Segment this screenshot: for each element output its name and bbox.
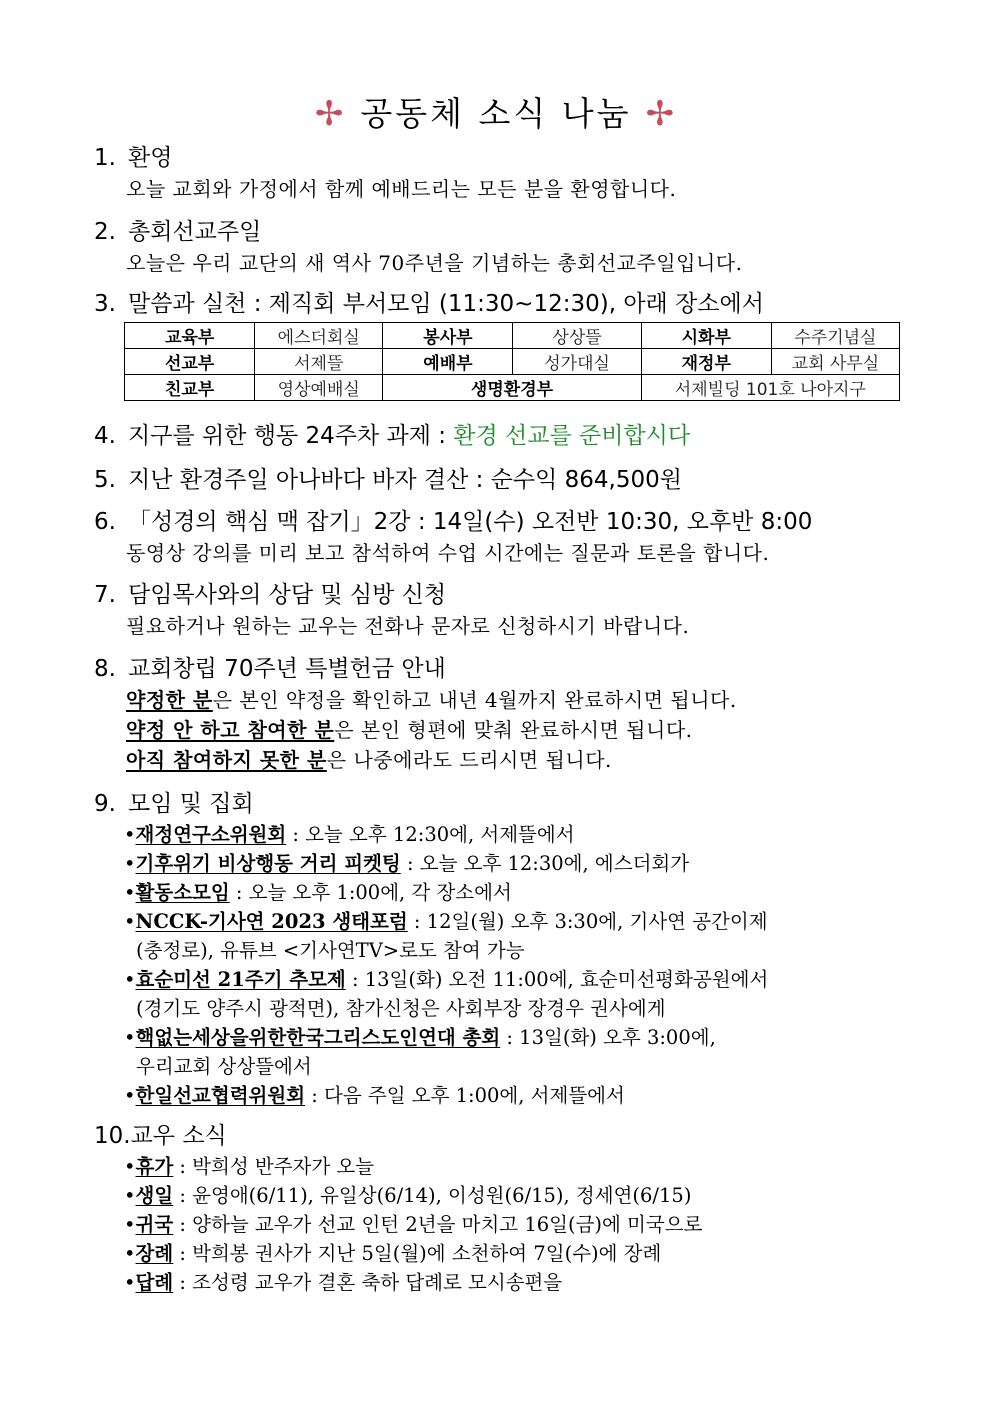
list-item: •재정연구소위원회 : 오늘 오후 12:30에, 서제뜰에서 [124, 823, 575, 846]
table-cell: 성가대실 [513, 349, 641, 375]
list-item: •핵없는세상을위한한국그리스도인연대 총회 : 13일(화) 오후 3:00에, [124, 1026, 716, 1049]
list-item: •한일선교협력위원회 : 다음 주일 오후 1:00에, 서제뜰에서 [124, 1084, 625, 1107]
section-counseling [94, 579, 914, 641]
section-heading: 2. 총회선교주일 [94, 219, 262, 245]
page-title-text: 공동체 소식 나눔 [360, 94, 632, 133]
list-item: •휴가 : 박희성 반주자가 오늘 [124, 1155, 375, 1178]
section-member-news [94, 1120, 914, 1297]
table-cell: 교회 사무실 [771, 349, 899, 375]
list-item: •효순미선 21주기 추모제 : 13일(화) 오전 11:00에, 효순미선평화공원에서 [124, 968, 769, 991]
table-cell: 선교부 [125, 349, 255, 375]
table-cell: 친교부 [125, 375, 255, 401]
list-item: •활동소모임 : 오늘 오후 1:00에, 각 장소에서 [124, 881, 512, 904]
section-earth-action [94, 420, 914, 452]
section-heading: 5. 지난 환경주일 아나바다 바자 결산 : 순수익 864,500원 [94, 467, 682, 493]
cross-icon: ✢ [314, 94, 347, 134]
section-anniversary-offering [94, 653, 914, 775]
table-row [125, 323, 900, 349]
table-cell: 에스더회실 [255, 323, 383, 349]
table-cell: 영상예배실 [255, 375, 383, 401]
table-cell: 서제빌딩 101호 나아지구 [641, 375, 899, 401]
list-item: 아직 참여하지 못한 분은 나중에라도 드리시면 됩니다. [126, 748, 612, 772]
section-mission-sunday [94, 216, 914, 278]
list-item-continued: (충정로), 유튜브 <기사연TV>로도 참여 가능 [136, 939, 525, 962]
table-cell: 서제뜰 [255, 349, 383, 375]
list-item: •NCCK-기사연 2023 생태포럼 : 12일(월) 오후 3:30에, 기사연 공간이제 [124, 910, 768, 933]
meeting-places-table [124, 322, 900, 401]
section-heading: 4. 지구를 위한 행동 24주차 과제 : 환경 선교를 준비합시다 [94, 423, 691, 449]
list-item: 약정 안 하고 참여한 분은 본인 형편에 맞춰 완료하시면 됩니다. [126, 718, 693, 742]
page-title [0, 88, 992, 135]
table-cell: 시화부 [641, 323, 771, 349]
section-heading: 1. 환영 [94, 145, 173, 171]
section-heading: 9. 모임 및 집회 [94, 791, 254, 817]
list-item: 약정한 분은 본인 약정을 확인하고 내년 4월까지 완료하시면 됩니다. [126, 688, 737, 712]
section-department-meeting [94, 288, 914, 320]
list-item-continued: 우리교회 상상뜰에서 [136, 1055, 312, 1078]
section-bazaar [94, 464, 914, 496]
section-heading: 6. 「성경의 핵심 맥 잡기」2강 : 14일(수) 오전반 10:30, 오후반 8:00 [94, 509, 813, 535]
list-item: •생일 : 윤영애(6/11), 유일상(6/14), 이성원(6/15), 정세연(6/15) [124, 1184, 692, 1207]
section-heading: 8. 교회창립 70주년 특별헌금 안내 [94, 656, 446, 682]
table-cell: 상상뜰 [513, 323, 641, 349]
list-item: •장례 : 박희봉 권사가 지난 5일(월)에 소천하여 7일(수)에 장례 [124, 1242, 662, 1265]
table-cell: 수주기념실 [771, 323, 899, 349]
section-welcome [94, 142, 914, 204]
list-item-continued: (경기도 양주시 광적면), 참가신청은 사회부장 장경우 권사에게 [136, 997, 666, 1020]
section-body: 오늘 교회와 가정에서 함께 예배드리는 모든 분을 환영합니다. [126, 177, 677, 201]
section-heading: 3. 말씀과 실천 : 제직회 부서모임 (11:30~12:30), 아래 장소에서 [94, 291, 764, 317]
table-cell: 교육부 [125, 323, 255, 349]
section-heading: 10.교우 소식 [94, 1123, 227, 1149]
section-bible-study [94, 506, 914, 568]
section-body: 오늘은 우리 교단의 새 역사 70주년을 기념하는 총회선교주일입니다. [126, 251, 743, 275]
table-cell: 예배부 [383, 349, 513, 375]
section-body: 동영상 강의를 미리 보고 참석하여 수업 시간에는 질문과 토론을 합니다. [126, 541, 770, 565]
list-item: •기후위기 비상행동 거리 피켓팅 : 오늘 오후 12:30에, 에스더회가 [124, 852, 690, 875]
section-meetings [94, 788, 914, 1110]
table-cell: 봉사부 [383, 323, 513, 349]
table-row [125, 349, 900, 375]
cross-icon: ✢ [645, 94, 678, 134]
table-cell: 생명환경부 [383, 375, 641, 401]
table-row [125, 375, 900, 401]
section-heading: 7. 담임목사와의 상담 및 심방 신청 [94, 582, 447, 608]
list-item: •귀국 : 양하늘 교우가 선교 인턴 2년을 마치고 16일(금)에 미국으로 [124, 1213, 703, 1236]
table-cell: 재정부 [641, 349, 771, 375]
section-body: 필요하거나 원하는 교우는 전화나 문자로 신청하시기 바랍니다. [126, 614, 690, 638]
highlight-text: 환경 선교를 준비합시다 [453, 423, 691, 449]
list-item: •답례 : 조성령 교우가 결혼 축하 답례로 모시송편을 [124, 1271, 563, 1294]
